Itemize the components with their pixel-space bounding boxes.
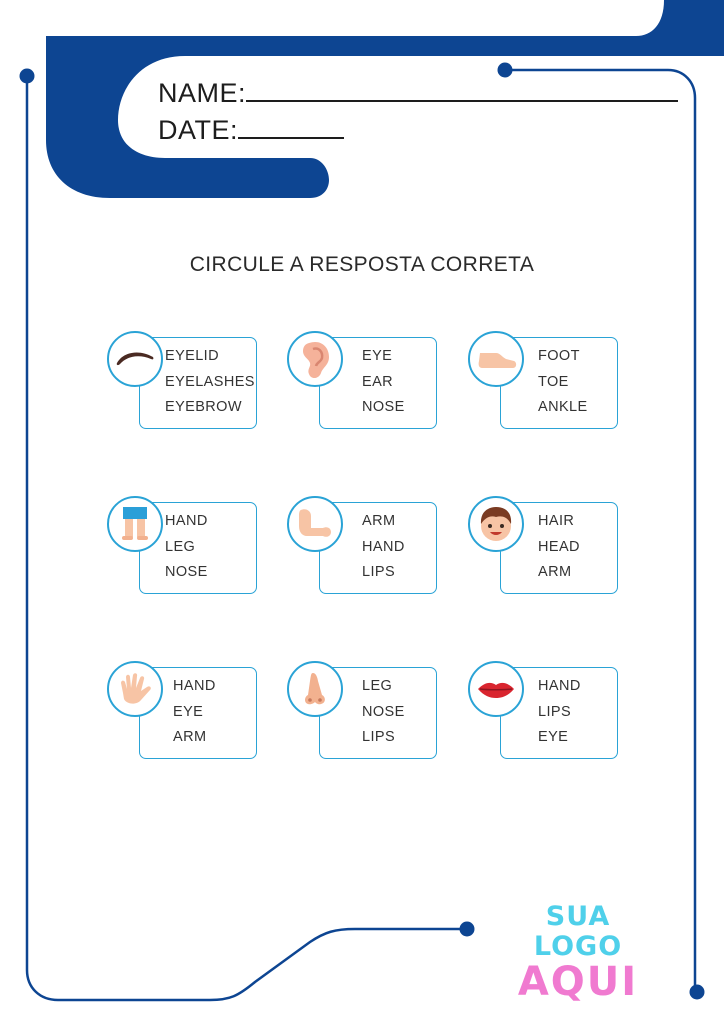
nose-icon (287, 661, 343, 717)
question-card (287, 661, 447, 761)
question-card (287, 496, 447, 596)
answer-option[interactable]: EAR (362, 373, 394, 390)
question-card (468, 496, 628, 596)
question-card (468, 331, 628, 431)
answer-option[interactable]: ARM (538, 564, 572, 580)
boy-face-icon (468, 496, 524, 552)
answer-option[interactable]: HAND (173, 678, 216, 694)
name-blank-line[interactable] (246, 76, 678, 102)
logo-line-1: SUA LOGO (533, 901, 623, 962)
question-card (287, 331, 447, 431)
answer-option[interactable]: LEG (165, 538, 196, 555)
answer-option[interactable]: EYELASHES (165, 373, 255, 390)
date-field[interactable] (158, 113, 344, 146)
legs-icon (107, 496, 163, 552)
question-card (107, 331, 267, 431)
answer-option[interactable]: TOE (538, 373, 569, 390)
answer-option[interactable]: EYE (538, 729, 569, 745)
answer-option[interactable]: EYE (362, 348, 393, 364)
frame-dot (690, 985, 705, 1000)
answer-option[interactable]: HAND (362, 538, 405, 555)
foot-icon (468, 331, 524, 387)
header-navy-band (46, 0, 724, 36)
answer-option[interactable]: LEG (362, 678, 393, 694)
answer-option[interactable]: HEAD (538, 538, 580, 555)
answer-option[interactable]: NOSE (362, 703, 405, 720)
logo-line-2: AQUI (517, 959, 639, 1005)
lips-icon (468, 661, 524, 717)
question-card (107, 496, 267, 596)
name-label: NAME: (158, 78, 247, 108)
answer-option[interactable]: ANKLE (538, 399, 588, 415)
ear-icon (287, 331, 343, 387)
date-blank-line[interactable] (238, 113, 344, 139)
frame-dot (460, 922, 475, 937)
hand-icon (107, 661, 163, 717)
frame-dot (20, 69, 35, 84)
answer-option[interactable]: HAND (165, 513, 208, 529)
answer-option[interactable]: EYE (173, 703, 204, 720)
answer-option[interactable]: HAND (538, 678, 581, 694)
name-field[interactable] (158, 76, 678, 109)
answer-option[interactable]: FOOT (538, 348, 580, 364)
date-label: DATE: (158, 115, 239, 145)
answer-option[interactable]: ARM (173, 729, 207, 745)
logo-placeholder (500, 901, 656, 1005)
answer-option[interactable]: HAIR (538, 513, 575, 529)
question-card (468, 661, 628, 761)
answer-option[interactable]: LIPS (362, 564, 396, 580)
arm-icon (287, 496, 343, 552)
answer-option[interactable]: NOSE (165, 564, 208, 580)
eyebrow-icon (107, 331, 163, 387)
answer-option[interactable]: EYELID (165, 348, 219, 364)
answer-option[interactable]: LIPS (538, 703, 572, 720)
answer-option[interactable]: ARM (362, 513, 396, 529)
answer-option[interactable]: EYEBROW (165, 399, 242, 415)
answer-option[interactable]: NOSE (362, 399, 405, 415)
question-card (107, 661, 267, 761)
header-navy-panel (46, 36, 724, 198)
instruction-title: CIRCULE A RESPOSTA CORRETA (189, 253, 535, 276)
answer-option[interactable]: LIPS (362, 729, 396, 745)
